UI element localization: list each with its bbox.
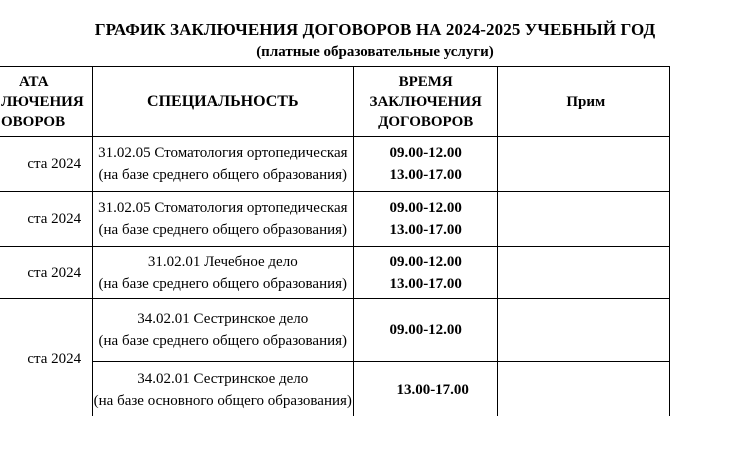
row-date: ста 2024: [0, 137, 92, 192]
header-date: [0, 67, 92, 137]
specialty-basis: (на базе основного общего образования): [93, 393, 352, 409]
table-row: [0, 362, 670, 417]
row-specialty: [92, 137, 354, 192]
row-time: [354, 137, 498, 192]
row-time: [354, 362, 498, 417]
table-row: [0, 299, 670, 362]
header-time: [354, 67, 498, 137]
row-note: [498, 299, 670, 362]
table-row: [0, 192, 670, 247]
row-note: [498, 362, 670, 417]
specialty-name: 31.02.05 Стоматология ортопедическая: [98, 200, 348, 216]
time-slot: 09.00-12.00: [389, 322, 462, 338]
row-specialty: [92, 299, 354, 362]
specialty-basis: (на базе среднего общего образования): [98, 275, 348, 292]
specialty-name: 31.02.05 Стоматология ортопедическая: [98, 145, 348, 161]
row-note: [498, 137, 670, 192]
row-note: [498, 247, 670, 299]
specialty-basis: (на базе среднего общего образования): [98, 333, 348, 349]
time-slot: 09.00-12.00: [389, 200, 462, 216]
row-time: [354, 299, 498, 362]
row-date: ста 2024: [0, 247, 92, 299]
header-specialty: СПЕЦИАЛЬНОСТЬ: [92, 67, 354, 137]
row-note: [498, 192, 670, 247]
time-slot: 09.00-12.00: [389, 145, 462, 161]
time-slot: 09.00-12.00: [389, 253, 462, 270]
specialty-name: 34.02.01 Сестринское дело: [137, 311, 309, 327]
specialty-name: 31.02.01 Лечебное дело: [147, 253, 298, 270]
time-slot: 13.00-17.00: [396, 382, 469, 398]
header-note-label: Прим: [566, 93, 606, 110]
schedule-sheet: [0, 66, 750, 416]
table-row: [0, 137, 670, 192]
time-slot: 13.00-17.00: [389, 275, 462, 292]
document-subtitle: (платные образовательные услуги): [256, 44, 494, 60]
time-slot: 13.00-17.00: [389, 167, 462, 183]
time-slot: 13.00-17.00: [389, 222, 462, 238]
header-note: [498, 67, 670, 137]
header-time-line-3: ДОГОВОРОВ: [378, 113, 474, 130]
schedule-table: [0, 66, 670, 416]
row-date: ста 2024: [0, 192, 92, 247]
header-row: [0, 67, 670, 137]
document-title: ГРАФИК ЗАКЛЮЧЕНИЯ ДОГОВОРОВ НА 2024-2025 УЧЕБНЫЙ ГОД: [94, 20, 656, 39]
row-time: [354, 247, 498, 299]
row-specialty: [92, 192, 354, 247]
header-date-line-1: АТА: [19, 73, 49, 90]
specialty-basis: (на базе среднего общего образования): [98, 222, 348, 238]
header-time-line-1: ВРЕМЯ: [398, 73, 453, 90]
header-date-line-2: ЛЮЧЕНИЯ: [1, 93, 84, 110]
row-specialty: [92, 362, 354, 417]
row-time: [354, 192, 498, 247]
specialty-name: 34.02.01 Сестринское дело: [137, 371, 309, 387]
row-date: ста 2024: [0, 299, 92, 417]
header-date-line-3: ОВОРОВ: [1, 113, 66, 130]
table-row: [0, 247, 670, 299]
header-time-line-2: ЗАКЛЮЧЕНИЯ: [369, 93, 482, 110]
specialty-basis: (на базе среднего общего образования): [98, 167, 348, 183]
row-specialty: [92, 247, 354, 299]
